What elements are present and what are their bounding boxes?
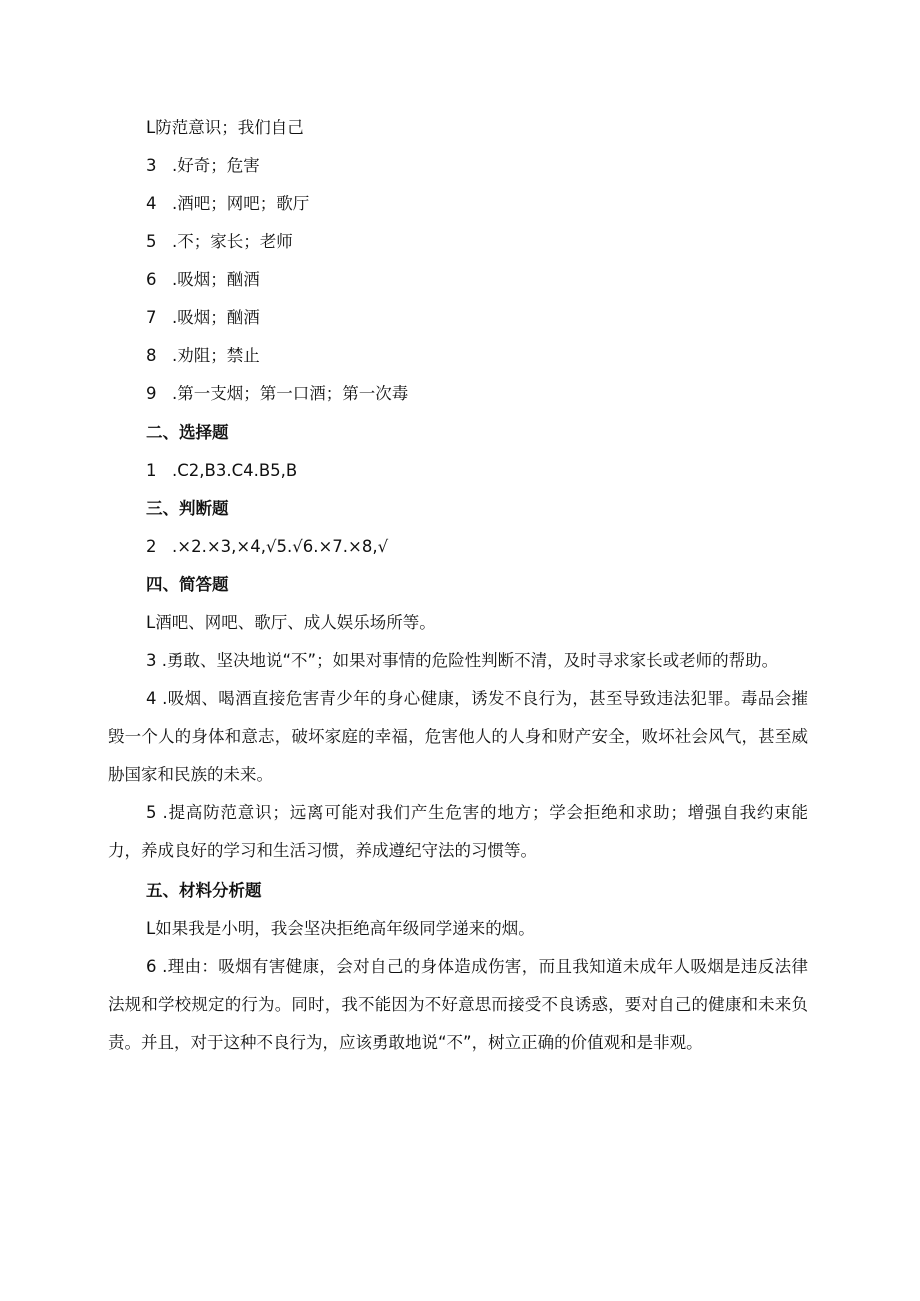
judge-answers: [146, 536, 388, 558]
fill-in-item-9: [146, 383, 408, 405]
item-text: .×2.×3,×4,√5.√6.×7.×8,√: [172, 537, 389, 556]
fill-in-item-6: [146, 269, 260, 291]
section-heading-choice: 二、选择题: [146, 423, 229, 442]
item-text: .劝阻；禁止: [172, 346, 260, 365]
item-number: 2: [146, 537, 157, 556]
item-number: 6: [146, 270, 157, 289]
item-number: 3: [146, 156, 157, 175]
item-text: .不；家长；老师: [172, 232, 293, 251]
item-number: 8: [146, 346, 157, 365]
fill-in-item-8: [146, 345, 260, 367]
fill-in-item-3: [146, 155, 260, 177]
fill-in-item-5: [146, 231, 293, 253]
fill-in-item-4: [146, 193, 309, 215]
short-answer-item-1: L酒吧、网吧、歌厅、成人娱乐场所等。: [146, 613, 436, 632]
analysis-item-1: L如果我是小明，我会坚决拒绝高年级同学递来的烟。: [146, 919, 535, 938]
section-heading-judge: 三、判断题: [146, 499, 229, 518]
item-text: .吸烟；酗酒: [172, 308, 260, 327]
section-heading-short: 四、简答题: [146, 575, 229, 594]
item-number: 1: [146, 461, 157, 480]
item-text: .吸烟；酗酒: [172, 270, 260, 289]
item-text: .好奇；危害: [172, 156, 260, 175]
analysis-item-6: 6 .理由：吸烟有害健康，会对自己的身体造成伤害，而且我知道未成年人吸烟是违反法律法规和学校规定的行为。同时，我不能因为不好意思而接受不良诱惑，要对自己的健康和未来负责。并且，对于这种不良行为，应该勇敢地说“不”，树立正确的价值观和是非观。: [108, 957, 808, 1052]
item-number: 5: [146, 232, 157, 251]
short-answer-item-5: 5 .提高防范意识；远离可能对我们产生危害的地方；学会拒绝和求助；增强自我约束能力，养成良好的学习和生活习惯，养成遵纪守法的习惯等。: [108, 803, 808, 860]
fill-in-item-7: [146, 307, 260, 329]
item-text: .第一支烟；第一口酒；第一次毒: [172, 384, 409, 403]
choice-answers: [146, 460, 297, 482]
short-answer-item-4: 4 .吸烟、喝酒直接危害青少年的身心健康，诱发不良行为，甚至导致违法犯罪。毒品会摧毁一个人的身体和意志，破坏家庭的幸福，危害他人的人身和财产安全，败坏社会风气，甚至威胁国家和民族的未来。: [108, 689, 808, 784]
item-number: 4: [146, 194, 157, 213]
item-text: .C2,B3.C4.B5,B: [172, 461, 298, 480]
item-number: 7: [146, 308, 157, 327]
section-heading-analysis: 五、材料分析题: [146, 881, 262, 900]
short-answer-item-3: 3 .勇敢、坚决地说“不”；如果对事情的危险性判断不清，及时寻求家长或老师的帮助。: [146, 651, 779, 670]
item-number: 9: [146, 384, 157, 403]
fill-in-item-1: L防范意识；我们自己: [146, 118, 304, 137]
item-text: .酒吧；网吧；歌厅: [172, 194, 310, 213]
